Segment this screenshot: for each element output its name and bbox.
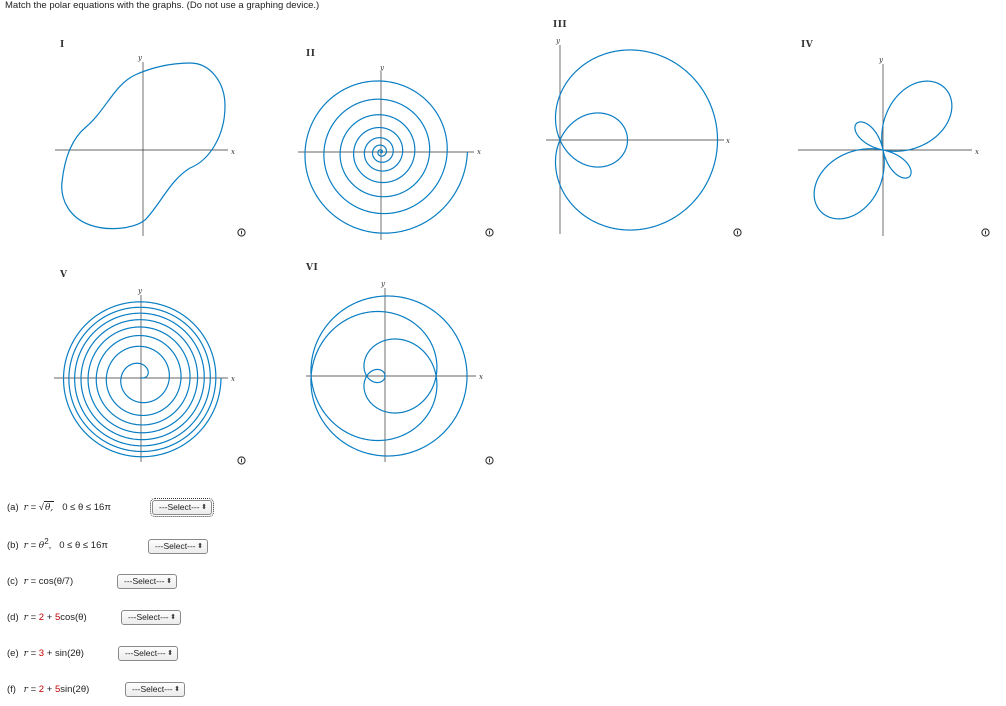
question-a-equation [24,499,111,517]
equals: = [30,648,37,659]
coef-1: 2 [38,684,45,695]
var-r: r [23,649,28,659]
comma: , [48,540,52,551]
graph-label-iii: III [553,20,568,30]
question-c [7,573,73,591]
domain-text: 0 ≤ θ ≤ 16π [59,540,108,551]
var-r: r [23,577,28,587]
plus: + [46,648,53,659]
sqrt-symbol: √θ, [38,502,54,513]
rhs-text: cos(θ/7) [38,576,74,587]
graph-i-x-label: x [231,148,235,156]
equals: = [30,576,37,587]
domain-text: 0 ≤ θ ≤ 16π [62,502,111,513]
chevron-updown-icon: ⬍ [201,504,207,511]
var-r: r [23,613,28,623]
graph-label-iv: IV [801,40,814,50]
select-d-value: ---Select--- [128,612,169,622]
var-r: r [23,503,28,513]
instruction-text: Match the polar equations with the graphs. (Do not use a graphing device.) [5,0,320,11]
equals: = [30,502,37,513]
info-circle-icon[interactable] [485,456,494,465]
graph-iii-x-label: x [726,137,730,145]
info-circle-icon[interactable] [981,228,990,237]
chevron-updown-icon: ⬍ [197,543,203,550]
question-e-label: (e) [7,648,19,659]
select-e-value: ---Select--- [125,648,166,658]
graph-label-i: I [60,40,65,50]
exponent: 2 [44,537,49,546]
graph-ii-y-label: y [380,64,384,72]
chevron-updown-icon: ⬍ [170,614,176,621]
var-r: r [23,541,28,551]
graph-iii-y-label: y [556,37,560,45]
chevron-updown-icon: ⬍ [166,578,172,585]
graph-label-ii: II [306,49,316,59]
select-d[interactable] [121,610,181,625]
graph-label-vi: VI [306,263,319,273]
select-a[interactable] [152,500,212,515]
question-b-equation [24,537,108,555]
question-b-label: (b) [7,540,19,551]
question-e-equation [24,645,84,663]
chevron-updown-icon: ⬍ [174,686,180,693]
question-c-label: (c) [7,576,19,587]
question-f-label: (f) [7,684,16,695]
info-circle-icon[interactable] [237,228,246,237]
question-d-equation [24,609,87,627]
rhs-text: sin(2θ) [54,648,84,659]
question-f [7,681,89,699]
select-f[interactable] [125,682,185,697]
rhs-text: cos(θ) [60,612,87,623]
select-e[interactable] [118,646,178,661]
chevron-updown-icon: ⬍ [167,650,173,657]
select-c-value: ---Select--- [124,576,165,586]
select-b[interactable] [148,539,208,554]
graph-v-y-label: y [138,287,142,295]
question-f-equation [24,681,90,699]
graph-iv-y-label: y [879,56,883,64]
graph-label-v: V [60,270,68,280]
graph-v-x-label: x [231,375,235,383]
plus: + [46,612,53,623]
coef-2: 5 [54,684,61,695]
equals: = [30,612,37,623]
question-d [7,609,87,627]
info-circle-icon[interactable] [485,228,494,237]
question-e [7,645,84,663]
question-a [7,499,111,517]
plus: + [46,684,53,695]
rhs-text: sin(2θ) [60,684,90,695]
question-a-label: (a) [7,502,19,513]
info-circle-icon[interactable] [733,228,742,237]
coef-1: 3 [38,648,45,659]
graph-vi-y-label: y [381,280,385,288]
coef-1: 2 [38,612,45,623]
graph-i-y-label: y [138,54,142,62]
graph-ii-x-label: x [477,148,481,156]
question-d-label: (d) [7,612,19,623]
equals: = [30,684,37,695]
var-r: r [23,685,28,695]
coef-2: 5 [54,612,61,623]
question-b [7,537,108,555]
sqrt-content: θ, [45,503,54,513]
select-f-value: ---Select--- [132,684,173,694]
info-circle-icon[interactable] [237,456,246,465]
select-b-value: ---Select--- [155,541,196,551]
equals: = [30,540,37,551]
var-theta: θ [38,541,45,551]
question-c-equation [24,573,73,591]
select-a-value: ---Select--- [159,502,200,512]
graph-iv-x-label: x [975,148,979,156]
graph-vi-x-label: x [479,373,483,381]
select-c[interactable] [117,574,177,589]
